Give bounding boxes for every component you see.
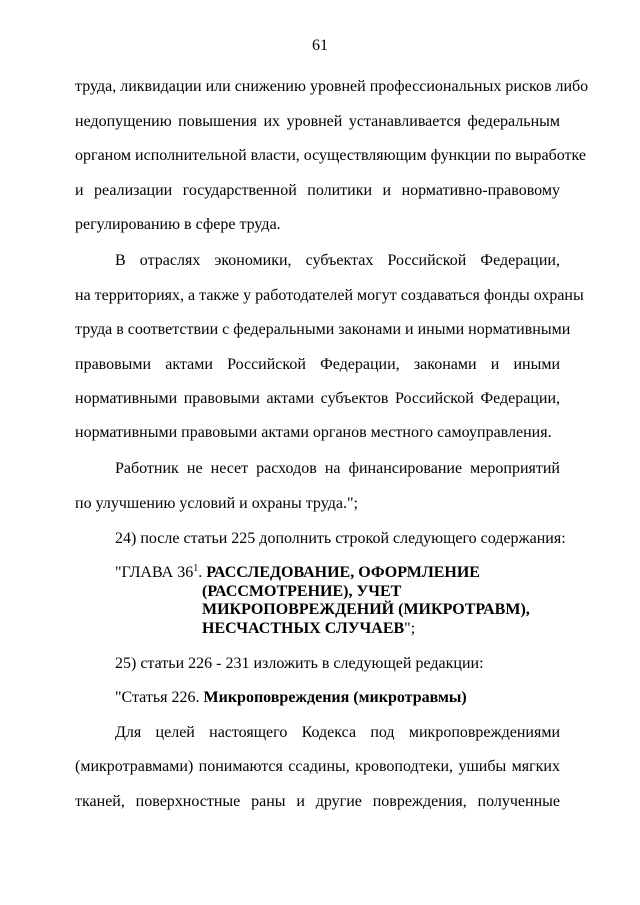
chapter-title-line: НЕСЧАСТНЫХ СЛУЧАЕВ: [202, 620, 405, 637]
text-line: нормативными правовыми актами органов местного самоуправления.: [75, 424, 552, 441]
text-line: Для целей настоящего Кодекса под микроповреждениями: [115, 724, 560, 741]
chapter-dot: .: [198, 564, 203, 581]
page-number: 61: [312, 37, 328, 54]
text-line: по улучшению условий и охраны труда.";: [75, 495, 358, 512]
article-prefix: "Статья 226.: [115, 689, 204, 706]
article-title: Микроповреждения (микротравмы): [203, 689, 467, 706]
chapter-heading-first-line: [115, 563, 560, 583]
article-heading: [115, 688, 560, 708]
text-line: тканей, поверхностные раны и другие повреждения, полученные: [75, 793, 560, 810]
chapter-title-line: РАССЛЕДОВАНИЕ, ОФОРМЛЕНИЕ: [206, 564, 480, 581]
text-line: (микротравмами) понимаются ссадины, кровоподтеки, ушибы мягких: [75, 758, 560, 775]
text-line: труда в соответствии с федеральными законами и иными нормативными: [75, 321, 571, 338]
text-line: органом исполнительной власти, осуществляющим функции по выработке: [75, 147, 586, 164]
chapter-title-line: (РАССМОТРЕНИЕ), УЧЕТ: [202, 583, 402, 600]
text-line: В отраслях экономики, субъектах Российской Федерации,: [115, 252, 560, 269]
text-line: труда, ликвидации или снижению уровней профессиональных рисков либо: [75, 78, 589, 95]
chapter-superscript: 1: [193, 563, 199, 574]
text-line: и реализации государственной политики и нормативно-правовому: [75, 182, 560, 199]
text-line: на территориях, а также у работодателей могут создаваться фонды охраны: [75, 287, 584, 304]
text-line: Работник не несет расходов на финансирование мероприятий: [115, 460, 560, 477]
text-line: регулированию в сфере труда.: [75, 216, 281, 233]
amendment-item-24: 24) после статьи 225 дополнить строкой следующего содержания:: [115, 530, 566, 547]
text-line: правовыми актами Российской Федерации, законами и иными: [75, 356, 560, 373]
chapter-title-line: МИКРОПОВРЕЖДЕНИЙ (МИКРОТРАВМ),: [202, 601, 530, 618]
chapter-prefix: "ГЛАВА 36: [115, 564, 194, 581]
chapter-closing: ";: [404, 620, 416, 637]
text-line: нормативными правовыми актами субъектов Российской Федерации,: [75, 390, 560, 407]
chapter-title-last-line: [202, 619, 562, 639]
text-line: недопущению повышения их уровней устанавливается федеральным: [75, 113, 560, 130]
amendment-item-25: 25) статьи 226 - 231 изложить в следующей редакции:: [115, 655, 484, 672]
